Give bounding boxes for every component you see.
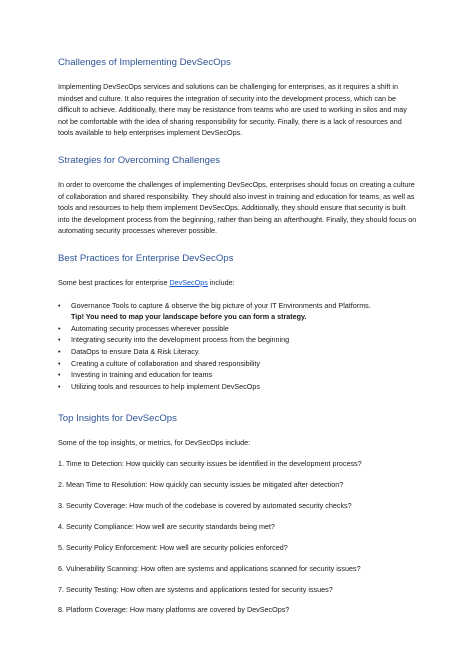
list-item [58, 300, 418, 323]
list-item: • DataOps to ensure Data & Risk Literacy. [58, 346, 418, 358]
best-practices-intro-suffix: include: [207, 277, 235, 287]
insight-item: 1. Time to Detection: How quickly can security issues be identified in the development process? [58, 459, 362, 469]
insights-intro: Some of the top insights, or metrics, for DevSecOps include: [58, 438, 251, 448]
challenges-paragraph: Implementing DevSecOps services and solutions can be challenging for enterprises, as it requires a shift in mindset and culture. It also requires the integration of security into the development process, which can be difficult to achieve. Additionally, there may be resistance from teams who are used to working in silos and may not be comfortable with the idea of sharing responsibility for security. Finally, there is a lack of resources and tools available to help enterprises implement DevSecOps. [58, 82, 407, 138]
insight-item: 5. Security Policy Enforcement: How well are security policies enforced? [58, 542, 288, 552]
document-content [58, 56, 418, 616]
list-item-text: Governance Tools to capture & observe the big picture of your IT Environments and Platforms. [71, 300, 371, 310]
insight-item: 7. Security Testing: How often are systems and applications tested for security issues? [58, 584, 333, 594]
list-item: • Automating security processes wherever possible [58, 323, 418, 335]
best-practices-heading: Best Practices for Enterprise DevSecOps [58, 252, 234, 264]
challenges-heading: Challenges of Implementing DevSecOps [58, 57, 231, 68]
devsecops-link[interactable]: DevSecOps [169, 277, 208, 287]
strategies-heading: Strategies for Overcoming Challenges [58, 154, 221, 166]
insight-item: 4. Security Compliance: How well are security standards being met? [58, 521, 275, 531]
tip-text: Tip! You need to map your landscape before you can form a strategy. [71, 312, 307, 322]
insight-item: 6. Vulnerability Scanning: How often are systems and applications scanned for security issues? [58, 563, 361, 573]
list-item: • Utilizing tools and resources to help implement DevSecOps [58, 381, 418, 393]
list-item: • Creating a culture of collaboration and shared responsibility [58, 358, 418, 370]
insight-item: 8. Platform Coverage: How many platforms are covered by DevSecOps? [58, 605, 290, 615]
strategies-paragraph: In order to overcome the challenges of implementing DevSecOps, enterprises should focus on creating a culture of collaboration and shared responsibility. They should also invest in training and education for teams, as well as tools and resources to help them implement DevSecOps. Additionally, they should ensure that security is built into the development process from the beginning, rather than being an afterthought. Finally, they should focus on automating security processes wherever possible. [58, 179, 417, 236]
insight-item: 2. Mean Time to Resolution: How quickly can security issues be mitigated after detection? [58, 480, 344, 490]
insight-item: 3. Security Coverage: How much of the codebase is covered by automated security checks? [58, 500, 352, 510]
best-practices-intro [58, 277, 418, 289]
list-item: • Integrating security into the development process from the beginning [58, 334, 418, 346]
insights-heading: Top Insights for DevSecOps [58, 413, 177, 425]
best-practices-list [58, 300, 418, 393]
list-item: • Investing in training and education for teams [58, 369, 418, 381]
best-practices-intro-text: Some best practices for enterprise [58, 277, 170, 287]
